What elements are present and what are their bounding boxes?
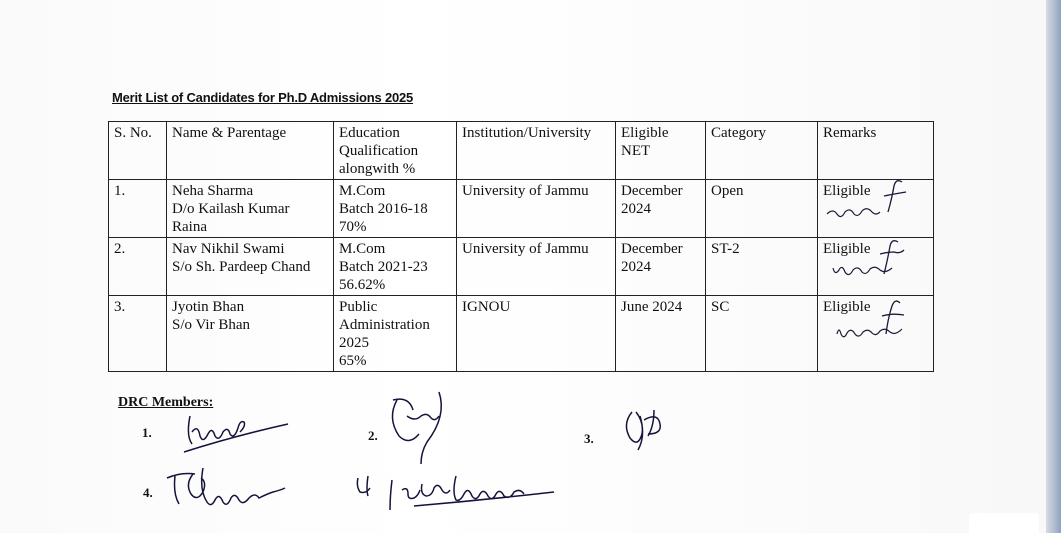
cell-institution: IGNOU <box>457 296 616 372</box>
header-category: Category <box>706 122 818 180</box>
header-sno: S. No. <box>109 122 167 180</box>
cell-institution: University of Jammu <box>457 238 616 296</box>
cell-education: Public Administration 2025 65% <box>334 296 457 372</box>
cell-education: M.Com Batch 2021-23 56.62% <box>334 238 457 296</box>
handwritten-mark-3 <box>874 296 910 340</box>
merit-list-table <box>108 121 934 372</box>
cell-sno: 2. <box>109 238 167 296</box>
cell-name: Neha Sharma D/o Kailash Kumar Raina <box>167 180 334 238</box>
header-name: Name & Parentage <box>167 122 334 180</box>
drc-members-heading: DRC Members: <box>118 395 214 410</box>
member-signature-1 <box>178 408 293 458</box>
member-signature-2 <box>383 386 463 472</box>
handwritten-mark-1 <box>880 178 910 218</box>
member-number-4: 4. <box>143 485 153 500</box>
cell-net: December 2024 <box>616 238 706 296</box>
table-row <box>109 238 934 296</box>
member-signature-3 <box>620 402 670 452</box>
member-signature-5 <box>352 472 564 514</box>
cell-institution: University of Jammu <box>457 180 616 238</box>
cell-net: December 2024 <box>616 180 706 238</box>
cell-category: Open <box>706 180 818 238</box>
header-remarks: Remarks <box>818 122 934 180</box>
document-title: Merit List of Candidates for Ph.D Admissions 2025 <box>112 90 414 105</box>
member-number-1: 1. <box>142 425 152 440</box>
page-edge-shadow <box>1046 0 1061 533</box>
cell-remarks: Eligible <box>818 296 934 372</box>
cell-category: ST-2 <box>706 238 818 296</box>
cell-sno: 3. <box>109 296 167 372</box>
table-header-row <box>109 122 934 180</box>
cell-category: SC <box>706 296 818 372</box>
header-institution: Institution/University <box>457 122 616 180</box>
cell-remarks: Eligible <box>818 238 934 296</box>
cell-sno: 1. <box>109 180 167 238</box>
table-row <box>109 296 934 372</box>
member-number-2: 2. <box>368 428 378 443</box>
table-row <box>109 180 934 238</box>
cell-name: Nav Nikhil Swami S/o Sh. Pardeep Chand <box>167 238 334 296</box>
handwritten-mark-2 <box>874 236 910 280</box>
page-corner <box>969 513 1039 533</box>
cell-name: Jyotin Bhan S/o Vir Bhan <box>167 296 334 372</box>
cell-net: June 2024 <box>616 296 706 372</box>
member-signature-4 <box>163 458 303 516</box>
header-net: Eligible NET <box>616 122 706 180</box>
cell-education: M.Com Batch 2016-18 70% <box>334 180 457 238</box>
member-number-3: 3. <box>584 431 594 446</box>
header-education: Education Qualification alongwith % <box>334 122 457 180</box>
cell-remarks: Eligible <box>818 180 934 238</box>
